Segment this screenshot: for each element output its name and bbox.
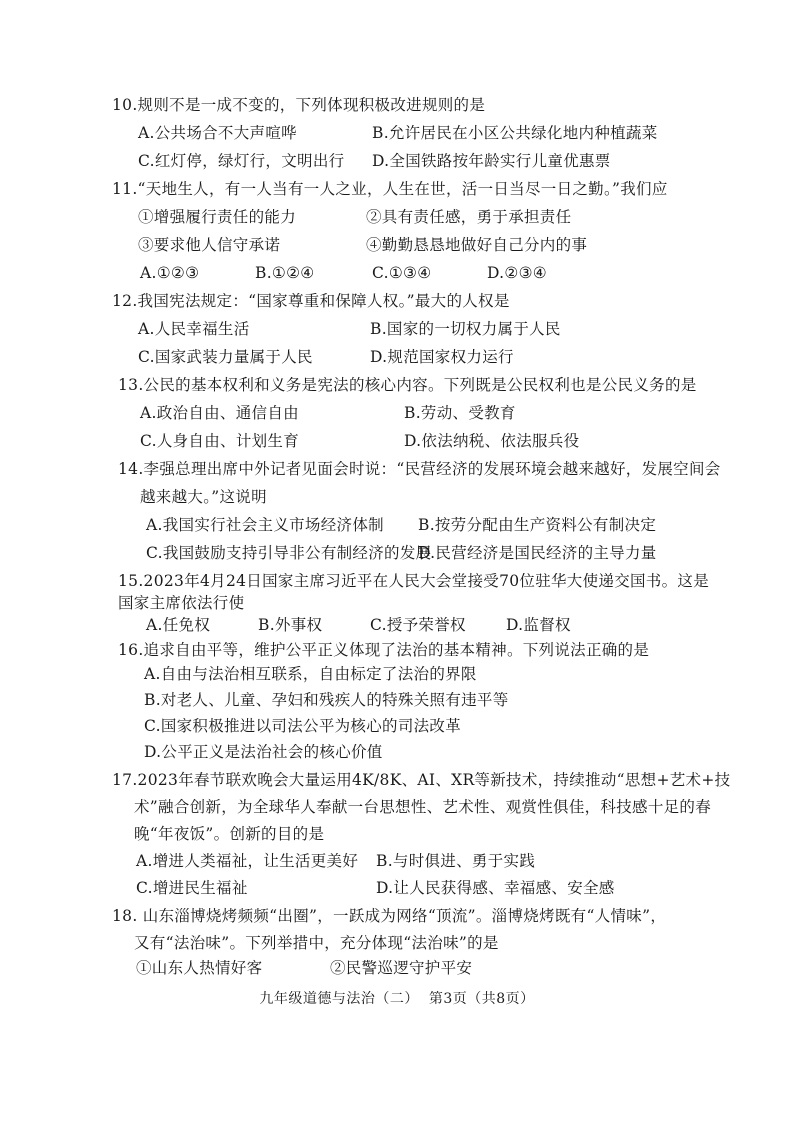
question-13-option-a: A.政治自由、通信自由 bbox=[140, 404, 299, 422]
question-12-stem: 12.我国宪法规定：“国家尊重和保障人权。”最大的人权是 bbox=[112, 292, 510, 310]
question-11-option-a: A.①②③ bbox=[140, 264, 200, 282]
question-15-option-a: A.任免权 bbox=[146, 616, 211, 634]
question-16-option-b: B.对老人、儿童、孕妇和残疾人的特殊关照有违平等 bbox=[144, 691, 509, 709]
question-15-stem-line-1: 15.2023年4月24日国家主席习近平在人民大会堂接受70位驻华大使递交国书。这是 bbox=[118, 572, 710, 590]
question-12-option-b: B.国家的一切权力属于人民 bbox=[370, 320, 561, 338]
question-11-statement-4: ④勤勤恳恳地做好自己分内的事 bbox=[366, 236, 588, 254]
question-14-option-d: D.民营经济是国民经济的主导力量 bbox=[418, 544, 657, 562]
question-16-option-d: D.公平正义是法治社会的核心价值 bbox=[144, 743, 383, 761]
question-17-stem-line-1: 17.2023年春节联欢晚会大量运用4K/8K、AI、XR等新技术，持续推动“思想+艺术+技 bbox=[112, 771, 731, 789]
question-18-stem-line-1: 18. 山东淄博烧烤频频“出圈”，一跃成为网络“顶流”。淄博烧烤既有“人情味”， bbox=[112, 907, 667, 925]
page-footer bbox=[0, 988, 794, 1008]
question-17-option-d: D.让人民获得感、幸福感、安全感 bbox=[376, 879, 615, 897]
question-11-option-d: D.②③④ bbox=[487, 264, 547, 282]
question-16-stem: 16.追求自由平等，维护公平正义体现了法治的基本精神。下列说法正确的是 bbox=[118, 641, 650, 659]
question-10-option-d: D.全国铁路按年龄实行儿童优惠票 bbox=[372, 152, 611, 170]
question-14-option-c: C.我国鼓励支持引导非公有制经济的发展 bbox=[146, 544, 432, 562]
question-11-stem: 11.“天地生人，有一人当有一人之业，人生在世，活一日当尽一日之勤。”我们应 bbox=[112, 180, 668, 198]
question-13-option-b: B.劳动、受教育 bbox=[404, 404, 516, 422]
question-15-option-d: D.监督权 bbox=[506, 616, 571, 634]
question-17-option-b: B.与时俱进、勇于实践 bbox=[376, 852, 536, 870]
question-11-statement-2: ②具有责任感，勇于承担责任 bbox=[366, 208, 572, 226]
question-17-stem-line-2: 术”融合创新，为全球华人奉献一台思想性、艺术性、观赏性俱佳，科技感十足的春 bbox=[134, 798, 712, 816]
question-16-option-a: A.自由与法治相互联系，自由标定了法治的界限 bbox=[144, 665, 477, 683]
question-10-option-b: B.允许居民在小区公共绿化地内种植蔬菜 bbox=[372, 124, 658, 142]
question-14-option-a: A.我国实行社会主义市场经济体制 bbox=[146, 516, 384, 534]
question-15-option-b: B.外事权 bbox=[258, 616, 323, 634]
question-18-stem-line-2: 又有“法治味”。下列举措中，充分体现“法治味”的是 bbox=[134, 934, 499, 952]
question-11-statement-3: ③要求他人信守承诺 bbox=[138, 236, 281, 254]
question-17-option-c: C.增进民生福祉 bbox=[136, 879, 248, 897]
question-10-option-a: A.公共场合不大声喧哗 bbox=[138, 124, 297, 142]
footer-page-number: 第3页（共8页） bbox=[428, 991, 535, 1007]
question-13-stem: 13.公民的基本权利和义务是宪法的核心内容。下列既是公民权利也是公民义务的是 bbox=[118, 376, 697, 394]
question-14-stem-line-1: 14.李强总理出席中外记者见面会时说：“民营经济的发展环境会越来越好，发展空间会 bbox=[118, 460, 721, 478]
question-11-option-c: C.①③④ bbox=[372, 264, 432, 282]
question-12-option-c: C.国家武装力量属于人民 bbox=[138, 348, 313, 366]
question-12-option-d: D.规范国家权力运行 bbox=[370, 348, 514, 366]
question-14-option-b: B.按劳分配由生产资料公有制决定 bbox=[418, 516, 657, 534]
question-15-option-c: C.授予荣誉权 bbox=[370, 616, 466, 634]
question-17-option-a: A.增进人类福祉，让生活更美好 bbox=[136, 852, 359, 870]
question-13-option-c: C.人身自由、计划生育 bbox=[140, 432, 300, 450]
question-12-option-a: A.人民幸福生活 bbox=[138, 320, 250, 338]
question-10-stem: 10.规则不是一成不变的，下列体现积极改进规则的是 bbox=[112, 96, 486, 114]
question-11-statement-1: ①增强履行责任的能力 bbox=[138, 208, 297, 226]
footer-subject: 九年级道德与法治（二） bbox=[259, 991, 419, 1007]
question-18-statement-2: ②民警巡逻守护平安 bbox=[330, 959, 473, 977]
question-10-option-c: C.红灯停，绿灯行，文明出行 bbox=[138, 152, 345, 170]
question-16-option-c: C.国家积极推进以司法公平为核心的司法改革 bbox=[144, 717, 462, 735]
question-18-statement-1: ①山东人热情好客 bbox=[136, 959, 263, 977]
question-17-stem-line-3: 晚“年夜饭”。创新的目的是 bbox=[134, 825, 325, 843]
question-11-option-b: B.①②④ bbox=[255, 264, 315, 282]
question-15-stem-line-2: 国家主席依法行使 bbox=[118, 594, 245, 612]
question-13-option-d: D.依法纳税、依法服兵役 bbox=[404, 432, 580, 450]
question-14-stem-line-2: 越来越大。”这说明 bbox=[140, 488, 267, 506]
